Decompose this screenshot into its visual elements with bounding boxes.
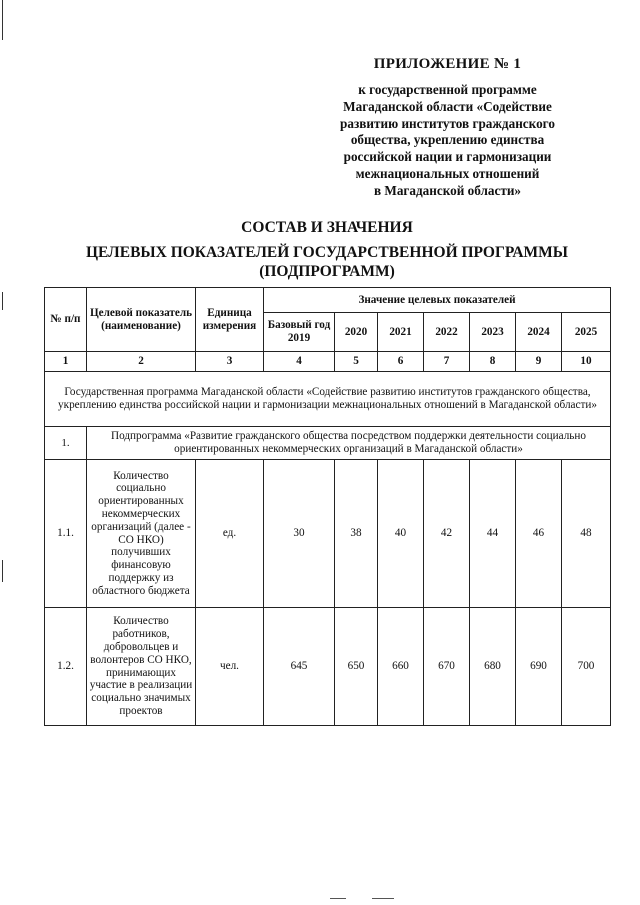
program-row bbox=[45, 372, 611, 427]
appendix-line: в Магаданской области» bbox=[373, 182, 522, 198]
value-cell: 700 bbox=[562, 608, 611, 726]
value-cell: 645 bbox=[264, 608, 335, 726]
value-cell: 44 bbox=[470, 460, 516, 608]
header-year: 2023 bbox=[470, 313, 516, 352]
indicator-name: Количество работников, добровольцев и волонтеров СО НКО, принимающих участие в реализации социально значимых проектов bbox=[87, 608, 196, 726]
value-cell: 660 bbox=[378, 608, 424, 726]
unit-cell: ед. bbox=[196, 460, 264, 608]
column-number: 7 bbox=[424, 352, 470, 372]
table-header-row bbox=[45, 288, 611, 313]
appendix-header bbox=[305, 56, 590, 200]
column-number: 10 bbox=[562, 352, 611, 372]
header-year: 2022 bbox=[424, 313, 470, 352]
header-year: 2025 bbox=[562, 313, 611, 352]
header-num: № п/п bbox=[45, 288, 87, 352]
appendix-line: к государственной программе bbox=[358, 82, 537, 97]
header-base-year: Базовый год 2019 bbox=[264, 313, 335, 352]
appendix-line: российской нации и гармонизации bbox=[343, 149, 552, 165]
appendix-line: Магаданской области «Содействие bbox=[343, 98, 552, 114]
header-values-group: Значение целевых показателей bbox=[264, 288, 611, 313]
title-line: ЦЕЛЕВЫХ ПОКАЗАТЕЛЕЙ ГОСУДАРСТВЕННОЙ ПРОГРАММЫ bbox=[85, 243, 569, 261]
appendix-line: развитию институтов гражданского bbox=[340, 115, 555, 131]
subprogram-num: 1. bbox=[45, 427, 87, 460]
header-year: 2020 bbox=[335, 313, 378, 352]
header-year: 2024 bbox=[516, 313, 562, 352]
header-indicator: Целевой показатель (наименование) bbox=[87, 288, 196, 352]
column-number: 6 bbox=[378, 352, 424, 372]
indicator-name: Количество социально ориентированных некоммерческих организаций (далее - СО НКО) получивших финансовую поддержку из областного бюджета bbox=[87, 460, 196, 608]
subprogram-title: Подпрограмма «Развитие гражданского общества посредством поддержки деятельности социально ориентированных некоммерческих организаций в Магаданской области» bbox=[87, 427, 611, 460]
indicators-table bbox=[44, 287, 611, 726]
column-number: 8 bbox=[470, 352, 516, 372]
value-cell: 650 bbox=[335, 608, 378, 726]
scan-edge-mark bbox=[2, 292, 3, 310]
program-title: Государственная программа Магаданской области «Содействие развитию институтов гражданского общества, укреплению единства российской нации и гармонизации межнациональных отношений в Магаданской области» bbox=[45, 372, 611, 427]
subprogram-row bbox=[45, 427, 611, 460]
value-cell: 42 bbox=[424, 460, 470, 608]
title-line: СОСТАВ И ЗНАЧЕНИЯ bbox=[241, 219, 413, 236]
value-cell: 670 bbox=[424, 608, 470, 726]
appendix-caption bbox=[305, 82, 590, 200]
column-number-row bbox=[45, 352, 611, 372]
scan-edge-mark bbox=[2, 0, 3, 40]
table-row bbox=[45, 608, 611, 726]
value-cell: 30 bbox=[264, 460, 335, 608]
header-unit: Единица измерения bbox=[196, 288, 264, 352]
scan-bottom-mark bbox=[372, 898, 394, 899]
value-cell: 48 bbox=[562, 460, 611, 608]
value-cell: 40 bbox=[378, 460, 424, 608]
column-number: 9 bbox=[516, 352, 562, 372]
value-cell: 46 bbox=[516, 460, 562, 608]
column-number: 2 bbox=[87, 352, 196, 372]
appendix-line: общества, укреплению единства bbox=[350, 132, 545, 148]
unit-cell: чел. bbox=[196, 608, 264, 726]
document-title bbox=[40, 218, 614, 282]
column-number: 3 bbox=[196, 352, 264, 372]
scan-edge-mark bbox=[2, 560, 3, 582]
row-num: 1.1. bbox=[45, 460, 87, 608]
appendix-line: межнациональных отношений bbox=[355, 165, 540, 181]
header-year: 2021 bbox=[378, 313, 424, 352]
column-number: 4 bbox=[264, 352, 335, 372]
table-row bbox=[45, 460, 611, 608]
title-line: (ПОДПРОГРАММ) bbox=[259, 263, 395, 280]
value-cell: 680 bbox=[470, 608, 516, 726]
column-number: 5 bbox=[335, 352, 378, 372]
value-cell: 38 bbox=[335, 460, 378, 608]
row-num: 1.2. bbox=[45, 608, 87, 726]
appendix-number: ПРИЛОЖЕНИЕ № 1 bbox=[373, 56, 522, 72]
column-number: 1 bbox=[45, 352, 87, 372]
scan-bottom-mark bbox=[330, 898, 346, 899]
value-cell: 690 bbox=[516, 608, 562, 726]
